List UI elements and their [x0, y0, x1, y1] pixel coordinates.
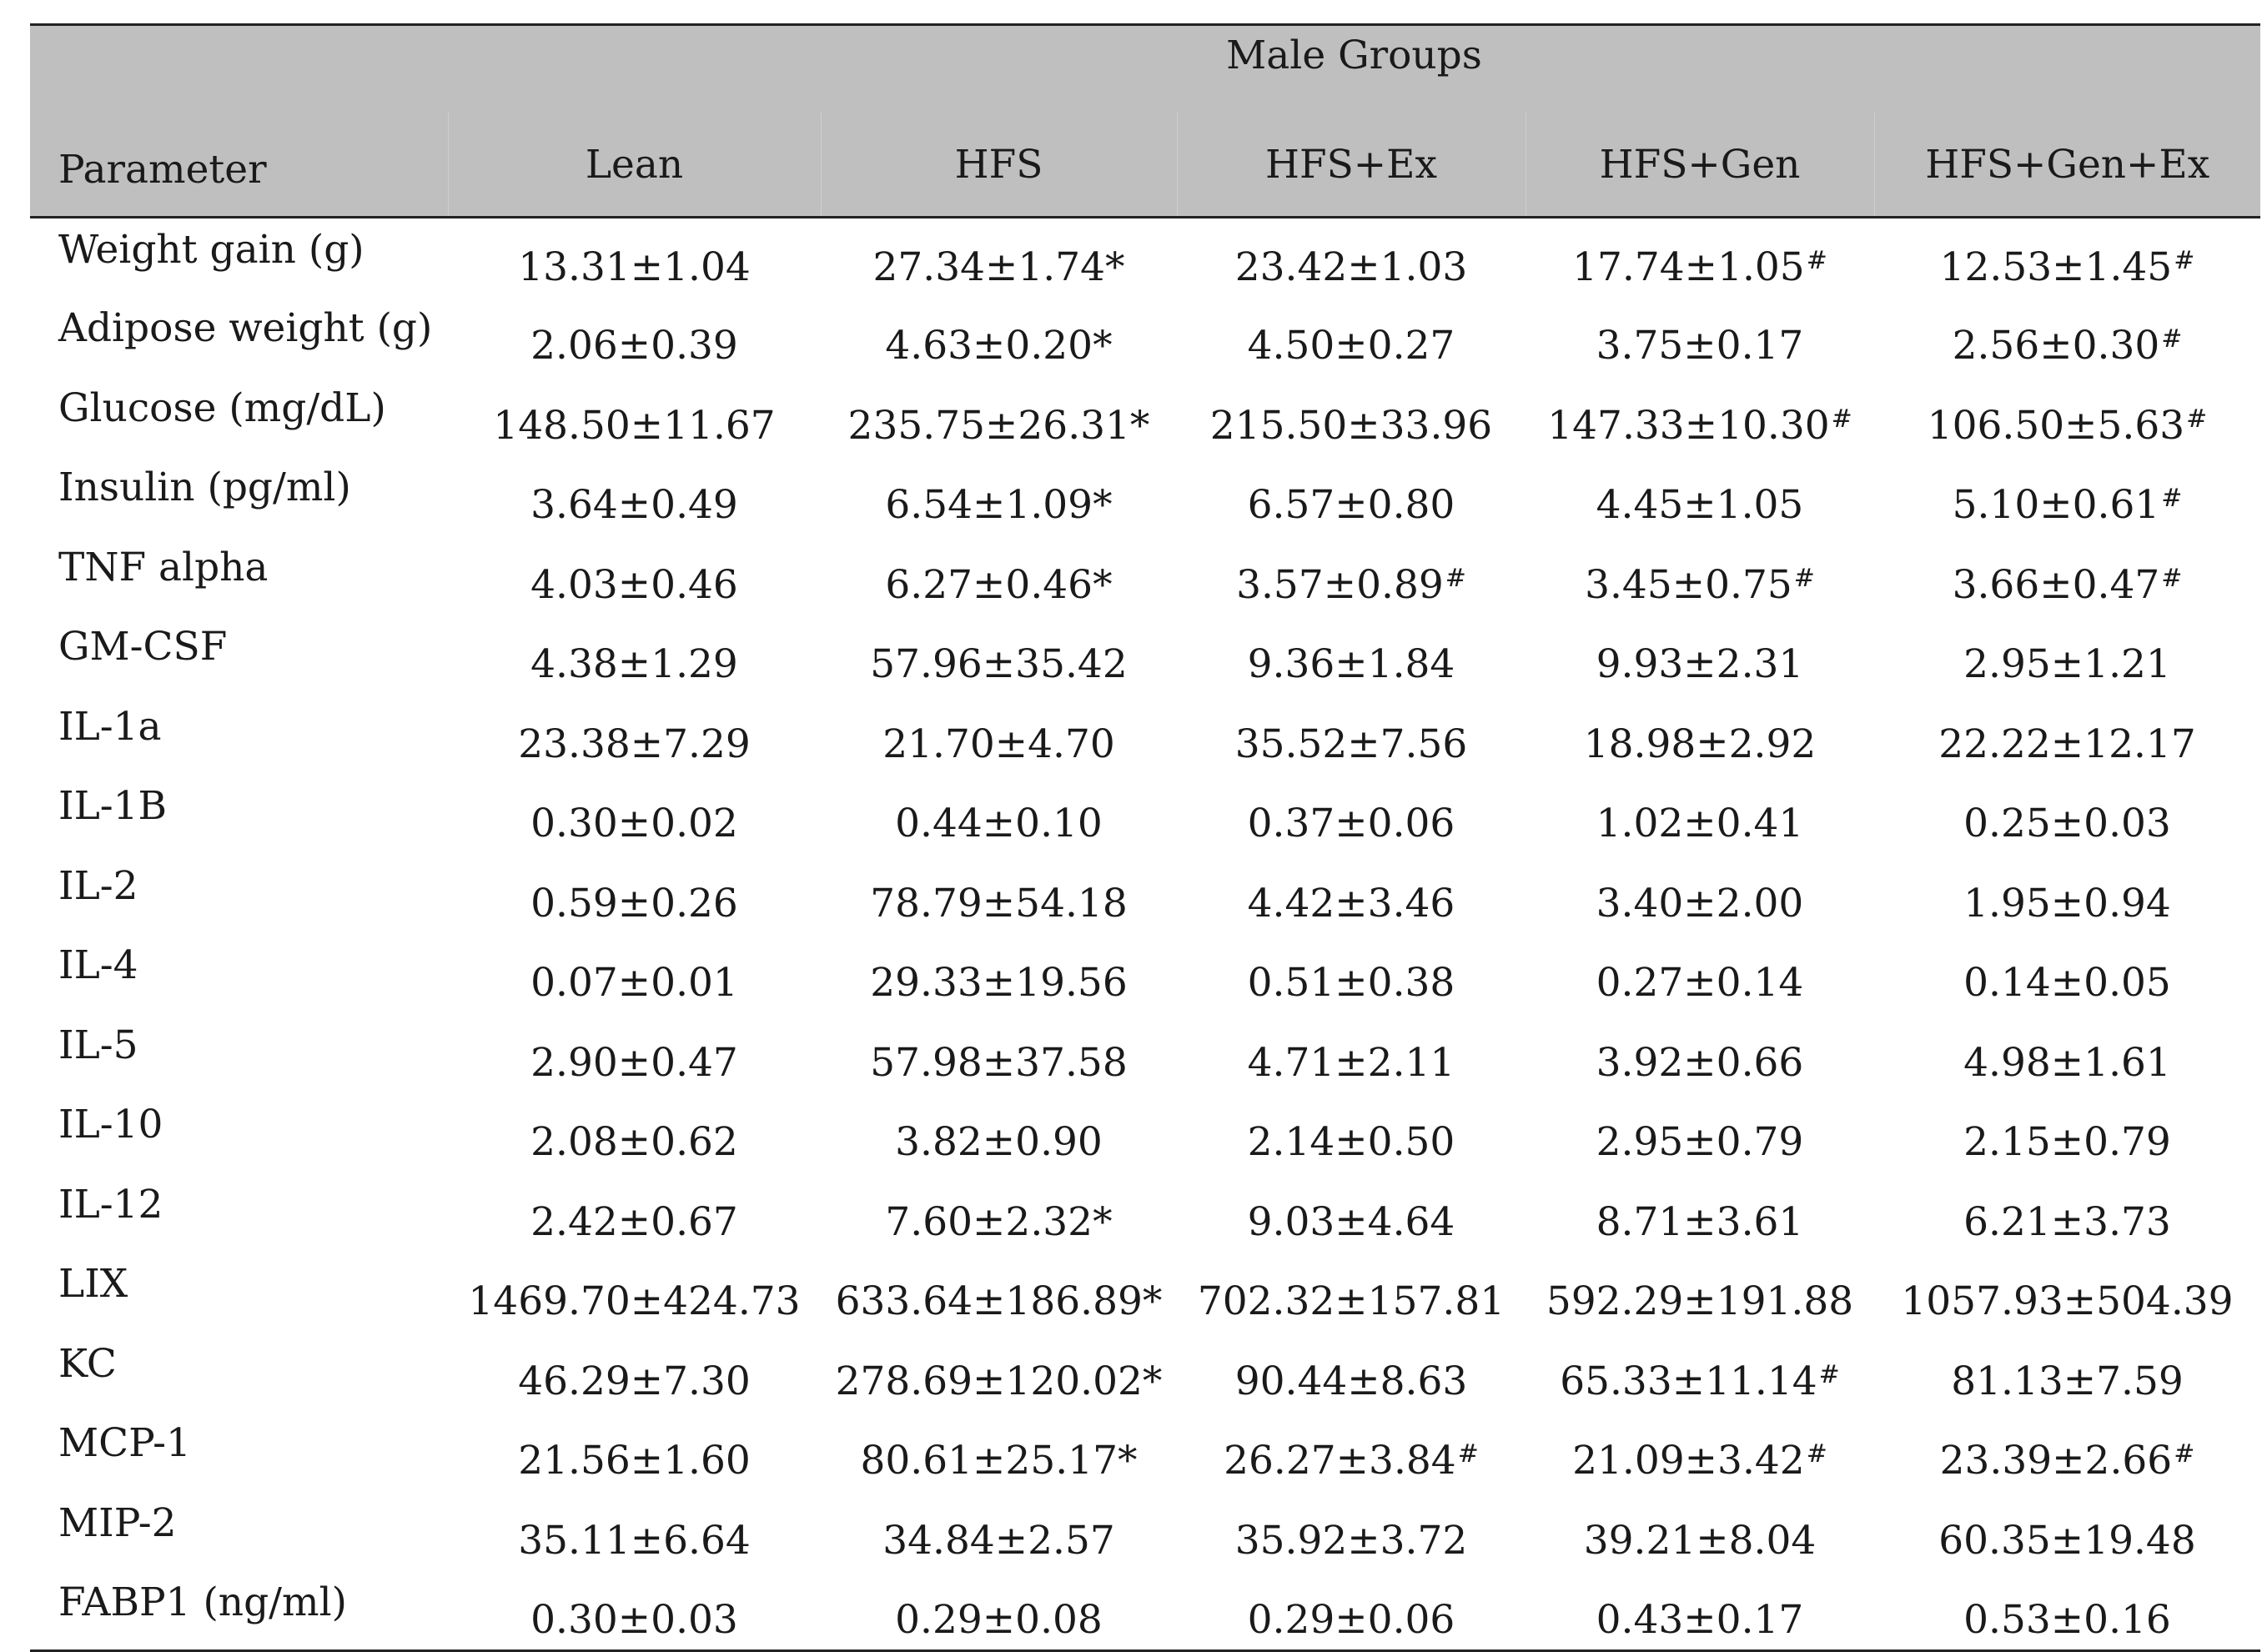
value-cell — [821, 536, 1177, 616]
value-text: 0.44±0.10 — [895, 801, 1103, 847]
value-text: 2.56±0.30 — [1952, 323, 2160, 369]
value-text: 4.45±1.05 — [1596, 482, 1804, 529]
table-row — [30, 1173, 2260, 1253]
significance-marker: # — [1818, 1359, 1840, 1389]
value-cell — [448, 855, 821, 935]
value-text: 5.10±0.61 — [1952, 482, 2160, 529]
value-cell — [1874, 615, 2260, 695]
value-cell — [448, 934, 821, 1014]
value-text: 2.08±0.62 — [530, 1119, 738, 1166]
value-text: 12.53±1.45 — [1939, 244, 2173, 290]
value-cell — [1874, 377, 2260, 457]
value-cell — [1177, 377, 1526, 457]
significance-marker: # — [1445, 563, 1466, 593]
value-text: 4.98±1.61 — [1963, 1039, 2171, 1086]
value-text: 592.29±191.88 — [1546, 1278, 1854, 1325]
parameter-name-cell: LIX — [58, 1261, 128, 1307]
value-cell — [1177, 536, 1526, 616]
value-cell — [448, 1093, 821, 1173]
value-text: 21.70±4.70 — [882, 721, 1115, 767]
value-text: 46.29±7.30 — [518, 1358, 751, 1404]
value-text: 4.71±2.11 — [1247, 1039, 1455, 1086]
value-cell — [1526, 218, 1874, 298]
value-cell — [821, 1571, 1177, 1651]
parameter-name-cell: KC — [58, 1340, 117, 1387]
value-cell — [821, 456, 1177, 536]
value-text: 4.50±0.27 — [1247, 323, 1455, 369]
value-cell — [1874, 218, 2260, 298]
parameter-name-cell: Adipose weight (g) — [58, 305, 433, 351]
value-text: 0.29±0.06 — [1247, 1596, 1455, 1643]
value-cell — [1874, 775, 2260, 855]
value-cell — [821, 695, 1177, 776]
value-text: 3.40±2.00 — [1596, 880, 1804, 926]
value-cell — [1526, 855, 1874, 935]
value-text: 3.92±0.66 — [1596, 1039, 1804, 1086]
value-text: 0.14±0.05 — [1963, 960, 2171, 1007]
parameter-name-cell: TNF alpha — [58, 544, 269, 590]
value-cell — [821, 1173, 1177, 1253]
significance-marker: # — [1806, 245, 1827, 275]
value-text: 4.42±3.46 — [1247, 880, 1455, 926]
value-text: 35.52±7.56 — [1234, 721, 1468, 767]
value-cell — [448, 1412, 821, 1492]
table-row — [30, 1492, 2260, 1572]
value-cell — [1526, 1571, 1874, 1651]
value-cell — [821, 377, 1177, 457]
value-text: 18.98±2.92 — [1583, 721, 1817, 767]
value-text: 0.29±0.08 — [895, 1596, 1103, 1643]
value-text: 4.63±0.20* — [885, 323, 1113, 369]
value-text: 2.15±0.79 — [1963, 1119, 2171, 1166]
parameter-name-cell: FABP1 (ng/ml) — [58, 1579, 347, 1625]
value-text: 0.43±0.17 — [1596, 1596, 1804, 1643]
group-header: Male Groups — [448, 25, 2260, 113]
parameter-name-cell: IL-1B — [58, 783, 168, 829]
value-text: 23.42±1.03 — [1234, 244, 1468, 290]
table-row — [30, 1333, 2260, 1413]
value-text: 2.06±0.39 — [530, 323, 738, 369]
parameter-name-cell: Glucose (mg/dL) — [58, 384, 386, 431]
value-cell — [1177, 1173, 1526, 1253]
value-cell — [448, 615, 821, 695]
value-cell — [1526, 1412, 1874, 1492]
value-text: 78.79±54.18 — [870, 880, 1128, 926]
value-cell — [1177, 456, 1526, 536]
value-cell — [1177, 1492, 1526, 1572]
value-cell — [821, 1014, 1177, 1094]
parameter-name-cell: MIP-2 — [58, 1499, 177, 1546]
value-cell — [821, 297, 1177, 377]
value-text: 1469.70±424.73 — [468, 1278, 801, 1325]
value-cell — [448, 536, 821, 616]
value-text: 2.95±0.79 — [1596, 1119, 1804, 1166]
value-text: 34.84±2.57 — [882, 1517, 1115, 1564]
value-cell — [1526, 615, 1874, 695]
value-cell — [1526, 377, 1874, 457]
value-cell — [1526, 934, 1874, 1014]
value-text: 2.90±0.47 — [530, 1039, 738, 1086]
value-cell — [821, 1093, 1177, 1173]
value-cell — [1177, 855, 1526, 935]
value-text: 27.34±1.74* — [872, 244, 1125, 290]
significance-marker: # — [1457, 1439, 1479, 1469]
value-text: 2.14±0.50 — [1247, 1119, 1455, 1166]
table-row — [30, 775, 2260, 855]
value-text: 3.75±0.17 — [1596, 323, 1804, 369]
value-text: 1.02±0.41 — [1596, 801, 1804, 847]
value-text: 1057.93±504.39 — [1901, 1278, 2234, 1325]
value-cell — [821, 1253, 1177, 1333]
value-cell — [448, 1492, 821, 1572]
value-cell — [448, 456, 821, 536]
table-row — [30, 1093, 2260, 1173]
value-cell — [1874, 1253, 2260, 1333]
value-cell — [1526, 456, 1874, 536]
significance-marker: # — [2161, 484, 2183, 514]
value-cell — [1526, 1333, 1874, 1413]
value-text: 215.50±33.96 — [1209, 402, 1493, 449]
value-text: 21.09±3.42 — [1572, 1438, 1805, 1484]
value-cell — [1874, 695, 2260, 776]
value-text: 0.30±0.02 — [530, 801, 738, 847]
parameter-header: Parameter — [30, 113, 448, 218]
table-row — [30, 536, 2260, 616]
value-text: 278.69±120.02* — [835, 1358, 1163, 1404]
significance-marker: # — [2161, 324, 2183, 354]
table-row — [30, 695, 2260, 776]
value-cell — [1874, 297, 2260, 377]
value-text: 6.21±3.73 — [1963, 1198, 2171, 1245]
value-text: 3.82±0.90 — [895, 1119, 1103, 1166]
value-cell — [448, 1333, 821, 1413]
value-text: 0.37±0.06 — [1247, 801, 1455, 847]
value-text: 7.60±2.32* — [885, 1198, 1113, 1245]
value-cell — [448, 1571, 821, 1651]
value-cell — [1177, 1093, 1526, 1173]
significance-marker: # — [1806, 1439, 1827, 1469]
value-text: 23.38±7.29 — [518, 721, 751, 767]
table-row — [30, 1014, 2260, 1094]
value-cell — [1177, 218, 1526, 298]
value-cell — [1874, 1093, 2260, 1173]
value-text: 23.39±2.66 — [1939, 1438, 2173, 1484]
value-cell — [448, 218, 821, 298]
value-text: 702.32±157.81 — [1197, 1278, 1505, 1325]
value-cell — [1526, 1253, 1874, 1333]
value-cell — [448, 1014, 821, 1094]
value-text: 6.57±0.80 — [1247, 482, 1455, 529]
value-cell — [821, 1412, 1177, 1492]
value-cell — [821, 218, 1177, 298]
value-text: 17.74±1.05 — [1572, 244, 1805, 290]
parameter-name-cell: Insulin (pg/ml) — [58, 464, 351, 510]
value-text: 0.27±0.14 — [1596, 960, 1804, 1007]
parameter-name-cell: IL-10 — [58, 1102, 163, 1147]
value-cell — [1526, 536, 1874, 616]
value-text: 3.57±0.89 — [1236, 561, 1444, 608]
table-row — [30, 218, 2260, 298]
value-cell — [448, 695, 821, 776]
significance-marker: # — [2186, 404, 2208, 434]
value-cell — [821, 1492, 1177, 1572]
value-cell — [821, 615, 1177, 695]
value-cell — [1874, 1333, 2260, 1413]
value-cell — [821, 855, 1177, 935]
value-cell — [1874, 1571, 2260, 1651]
table-row — [30, 934, 2260, 1014]
value-text: 57.96±35.42 — [870, 641, 1128, 688]
significance-marker: # — [2174, 245, 2195, 275]
value-text: 9.03±4.64 — [1247, 1198, 1455, 1245]
value-cell — [1874, 456, 2260, 536]
value-text: 29.33±19.56 — [870, 960, 1128, 1007]
value-cell — [1526, 297, 1874, 377]
header-row-groups — [30, 25, 2260, 113]
value-text: 21.56±1.60 — [518, 1438, 751, 1484]
value-text: 26.27±3.84 — [1224, 1438, 1456, 1484]
value-text: 147.33±10.30 — [1547, 402, 1830, 449]
table-row — [30, 1253, 2260, 1333]
value-cell — [448, 377, 821, 457]
value-text: 8.71±3.61 — [1596, 1198, 1804, 1245]
parameter-name-cell: IL-5 — [58, 1022, 138, 1068]
value-text: 57.98±37.58 — [870, 1039, 1128, 1086]
value-cell — [448, 775, 821, 855]
value-cell — [1874, 1412, 2260, 1492]
value-text: 6.27±0.46* — [885, 561, 1113, 608]
value-cell — [1874, 855, 2260, 935]
value-text: 235.75±26.31* — [847, 402, 1150, 449]
value-text: 81.13±7.59 — [1951, 1358, 2184, 1404]
value-cell — [1177, 775, 1526, 855]
column-header-hfs-gen-ex: HFS+Gen+Ex — [1874, 113, 2260, 218]
value-cell — [821, 1333, 1177, 1413]
value-text: 0.25±0.03 — [1963, 801, 2171, 847]
value-text: 0.51±0.38 — [1247, 960, 1455, 1007]
value-cell — [448, 297, 821, 377]
value-cell — [1177, 695, 1526, 776]
value-cell — [1177, 1571, 1526, 1651]
value-text: 9.93±2.31 — [1596, 641, 1804, 688]
value-text: 22.22±12.17 — [1938, 721, 2196, 767]
value-cell — [448, 1173, 821, 1253]
value-cell — [1874, 1492, 2260, 1572]
value-text: 0.30±0.03 — [530, 1596, 738, 1643]
value-cell — [1874, 1014, 2260, 1094]
value-text: 3.64±0.49 — [530, 482, 738, 529]
table-body — [30, 218, 2260, 1651]
value-cell — [1526, 775, 1874, 855]
value-cell — [1526, 1093, 1874, 1173]
value-text: 4.03±0.46 — [530, 561, 738, 608]
value-cell — [821, 934, 1177, 1014]
table-header — [30, 25, 2260, 218]
value-cell — [1526, 1014, 1874, 1094]
parameter-name-cell: IL-1a — [58, 703, 162, 750]
significance-marker: # — [1793, 563, 1815, 593]
value-cell — [1177, 297, 1526, 377]
value-cell — [1177, 934, 1526, 1014]
table-row — [30, 615, 2260, 695]
value-text: 39.21±8.04 — [1583, 1517, 1817, 1564]
value-text: 633.64±186.89* — [835, 1278, 1163, 1325]
value-cell — [1177, 1253, 1526, 1333]
value-cell — [1526, 1173, 1874, 1253]
value-cell — [1177, 1333, 1526, 1413]
column-header-hfs-gen: HFS+Gen — [1526, 113, 1874, 218]
value-text: 3.45±0.75 — [1585, 561, 1792, 608]
value-cell — [821, 775, 1177, 855]
column-header-lean: Lean — [448, 113, 821, 218]
parameter-name-cell: GM-CSF — [58, 624, 228, 670]
value-cell — [1177, 1412, 1526, 1492]
table-row — [30, 855, 2260, 935]
value-text: 1.95±0.94 — [1963, 880, 2171, 926]
value-cell — [1177, 1014, 1526, 1094]
parameter-name-cell: IL-2 — [58, 862, 138, 909]
table-row — [30, 1571, 2260, 1651]
parameter-name-cell: IL-4 — [58, 942, 138, 988]
header-row-columns — [30, 113, 2260, 218]
column-header-hfs-ex: HFS+Ex — [1177, 113, 1526, 218]
value-text: 35.92±3.72 — [1234, 1517, 1468, 1564]
value-text: 60.35±19.48 — [1938, 1517, 2196, 1564]
header-blank-cell — [30, 25, 448, 113]
table-row — [30, 377, 2260, 457]
value-text: 0.07±0.01 — [530, 960, 738, 1007]
significance-marker: # — [1831, 404, 1852, 434]
value-text: 90.44±8.63 — [1234, 1358, 1468, 1404]
parameter-name-cell: Weight gain (g) — [58, 227, 364, 273]
value-cell — [1526, 695, 1874, 776]
parameter-name-cell: IL-12 — [58, 1181, 163, 1228]
value-text: 35.11±6.64 — [518, 1517, 751, 1564]
value-cell — [1874, 934, 2260, 1014]
value-text: 148.50±11.67 — [493, 402, 776, 449]
value-text: 106.50±5.63 — [1927, 402, 2185, 449]
value-text: 3.66±0.47 — [1952, 561, 2160, 608]
value-cell — [1177, 615, 1526, 695]
data-table-container — [30, 23, 2260, 1652]
significance-marker: # — [2161, 563, 2183, 593]
value-text: 6.54±1.09* — [885, 482, 1113, 529]
column-header-hfs: HFS — [821, 113, 1177, 218]
value-text: 2.95±1.21 — [1963, 641, 2171, 688]
value-text: 65.33±11.14 — [1560, 1358, 1817, 1404]
value-text: 0.53±0.16 — [1963, 1596, 2171, 1643]
table-row — [30, 456, 2260, 536]
value-text: 2.42±0.67 — [530, 1198, 738, 1245]
value-cell — [1874, 1173, 2260, 1253]
parameter-table — [30, 23, 2260, 1652]
value-cell — [1526, 1492, 1874, 1572]
value-text: 80.61±25.17* — [860, 1438, 1138, 1484]
value-text: 9.36±1.84 — [1247, 641, 1455, 688]
value-text: 13.31±1.04 — [518, 244, 751, 290]
table-row — [30, 1412, 2260, 1492]
table-row — [30, 297, 2260, 377]
value-text: 0.59±0.26 — [530, 880, 738, 926]
parameter-name-cell: MCP-1 — [58, 1420, 191, 1466]
value-cell — [448, 1253, 821, 1333]
value-cell — [1874, 536, 2260, 616]
value-text: 4.38±1.29 — [530, 641, 738, 688]
significance-marker: # — [2174, 1439, 2195, 1469]
